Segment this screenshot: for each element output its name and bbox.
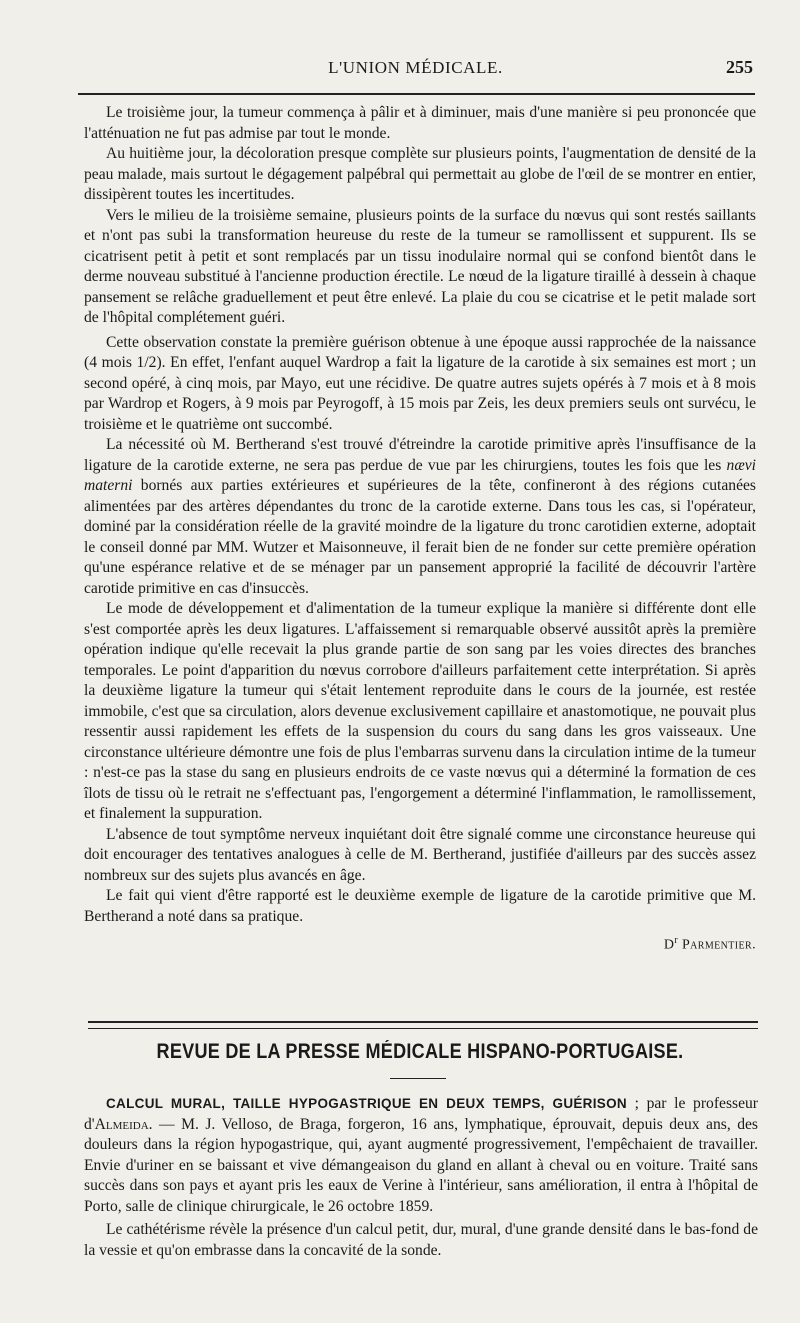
text-run: ; par le professeur d' <box>84 1095 759 1133</box>
section-body <box>84 1094 758 1261</box>
signature <box>84 931 756 956</box>
paragraph: Cette observation constate la première guérison obtenue à une époque aussi rapprochée de la naissance (4 mois 1/2). En effet, l'enfant auquel Wardrop a fait la ligature de la carotide à six semaines est mort ; un second opéré, à cinq mois, par Mayo, eut une récidive. De quatre autres sujets opérés à 7 mois et à 8 mois par Wardrop et Rogers, à 9 mois par Peyrogoff, à 15 mois par Zeis, les deux premiers seuls ont survécu, le troisième et le quatrième ont succombé. <box>84 333 756 433</box>
paragraph: Le fait qui vient d'être rapporté est le deuxième exemple de ligature de la carotide primitive que M. Bertherand a noté dans sa pratique. <box>84 887 756 925</box>
paragraph: Au huitième jour, la décoloration presque complète sur plusieurs points, l'augmentation de densité de la peau malade, mais surtout le dégagement palpébral qui permettait au globe de l'œil de se montrer en entier, dissipèrent toutes les incertitudes. <box>84 145 756 203</box>
running-head <box>78 54 753 84</box>
header-rule <box>78 93 755 95</box>
paragraph: Le troisième jour, la tumeur commença à pâlir et à diminuer, mais d'une manière si peu prononcée que l'atténuation ne fut pas admise par tout le monde. <box>84 104 756 142</box>
paragraph: Vers le milieu de la troisième semaine, plusieurs points de la surface du nœvus qui sont restés saillants et n'ont pas subi la transformation heureuse du reste de la tumeur se ramollissent et suppurent. Ils se cicatrisent petit à petit et sont remplacés par un tissu inodulaire normal qui se confond bientôt dans le derme nouveau substitué à l'ancienne production érectile. Le nœud de la ligature tiraillé à dessein à chaque pansement se relâche graduellement et peut être enlevé. La plaie du cou se cicatrise et le petit malade sort de l'hôpital complétement guéri. <box>84 206 756 326</box>
paragraph-bertherand <box>84 435 756 599</box>
article-body <box>84 103 756 956</box>
section-divider <box>88 1021 758 1029</box>
running-title: L'UNION MÉDICALE. <box>328 58 503 77</box>
signature-name: Parmentier. <box>681 937 756 953</box>
italic-term: nævi materni <box>84 456 756 494</box>
section-title: REVUE DE LA PRESSE MÉDICALE HISPANO-PORTUGAISE. <box>156 1040 684 1063</box>
paragraph: L'absence de tout symptôme nerveux inquiétant doit être signalé comme une circonstance heureuse qui doit encourager des tentatives analogues à celle de M. Bertherand, justifiée d'ailleurs par des succès assez nombreux sur des sujets plus avancés en âge. <box>84 825 756 884</box>
paragraph: Le mode de développement et d'alimentation de la tumeur explique la manière si différente dont elle s'est comportée après les deux ligatures. L'affaissement si remarquable observé aussitôt après la première opération indique qu'elle recevait la plus grande partie de son sang par les voies directes des branches temporales. Le point d'apparition du nœvus corrobore d'ailleurs parfaitement cette interprétation. Si après la deuxième ligature la tumeur qui s'était lentement reproduite dans le cours de la journée, est restée immobile, c'est que sa circulation, alors devenue exclusivement capillaire et anastomotique, ne pouvait plus ressentir aussi rapidement les effets de la suspension du cours du sang dans les gros vaisseaux. Une circonstance ultérieure démontre une fois de plus l'embarras survenu dans la circulation intime de la tumeur : n'est-ce pas la stase du sang en plusieurs endroits de ce vaste nœvus qui a déterminé la formation de ces îlots de tissu où le retrait ne s'effectuant pas, l'engorgement a déterminé l'inflammation, le ramollissement, et finalement la suppuration. <box>84 600 756 822</box>
case-paragraph <box>84 1094 758 1217</box>
title-underline <box>390 1078 446 1079</box>
text-run: La nécessité où M. Bertherand s'est trouvé d'étreindre la carotide primitive après l'insuffisance de la ligature de la carotide externe, ne sera pas perdue de vue par les chirurgiens, toutes les fois que les <box>84 436 756 474</box>
signature-superscript: r <box>674 935 679 946</box>
case-heading: CALCUL MURAL, TAILLE HYPOGASTRIQUE EN DEUX TEMPS, GUÉRISON <box>106 1096 627 1111</box>
page-number: 255 <box>726 57 753 77</box>
paragraph: Le cathétérisme révèle la présence d'un calcul petit, dur, mural, d'une grande densité dans le bas-fond de la vessie et qu'on embrasse dans la concavité de la sonde. <box>84 1221 758 1259</box>
text-run: bornés aux parties extérieures et supérieures de la tête, confineront à des régions cutanées alimentées par des artères dépendantes du tronc de la carotide externe. Dans tous les cas, si l'opérateur, dominé par la considération réelle de la gravité moindre de la ligature du tronc carotidien externe, adoptait le conseil donné par MM. Wutzer et Maisonneuve, il ferait bien de ne fonder sur cette première opération qu'une espérance relative et de se ménager par un pansement approprié la facilité de découvrir l'artère carotide primitive en cas d'insuccès. <box>84 477 756 597</box>
author-name: Almeida. <box>94 1115 153 1133</box>
text-run: — M. J. Velloso, de Braga, forgeron, 16 ans, lymphatique, éprouvait, depuis deux ans, des douleurs dans la région hypogastrique, qui, ayant augmenté progressivement, l'empêchaient de travailler. Envie d'uriner en se baissant et vive démangeaison du gland en allant à cheval ou en voiture. Traité sans succès dans son pays et ayant pris les eaux de Verine à l'intérieur, sans amélioration, il entra à l'hôpital de Porto, salle de clinique chirurgicale, le 26 octobre 1859. <box>84 1115 758 1215</box>
signature-prefix: D <box>663 937 675 953</box>
